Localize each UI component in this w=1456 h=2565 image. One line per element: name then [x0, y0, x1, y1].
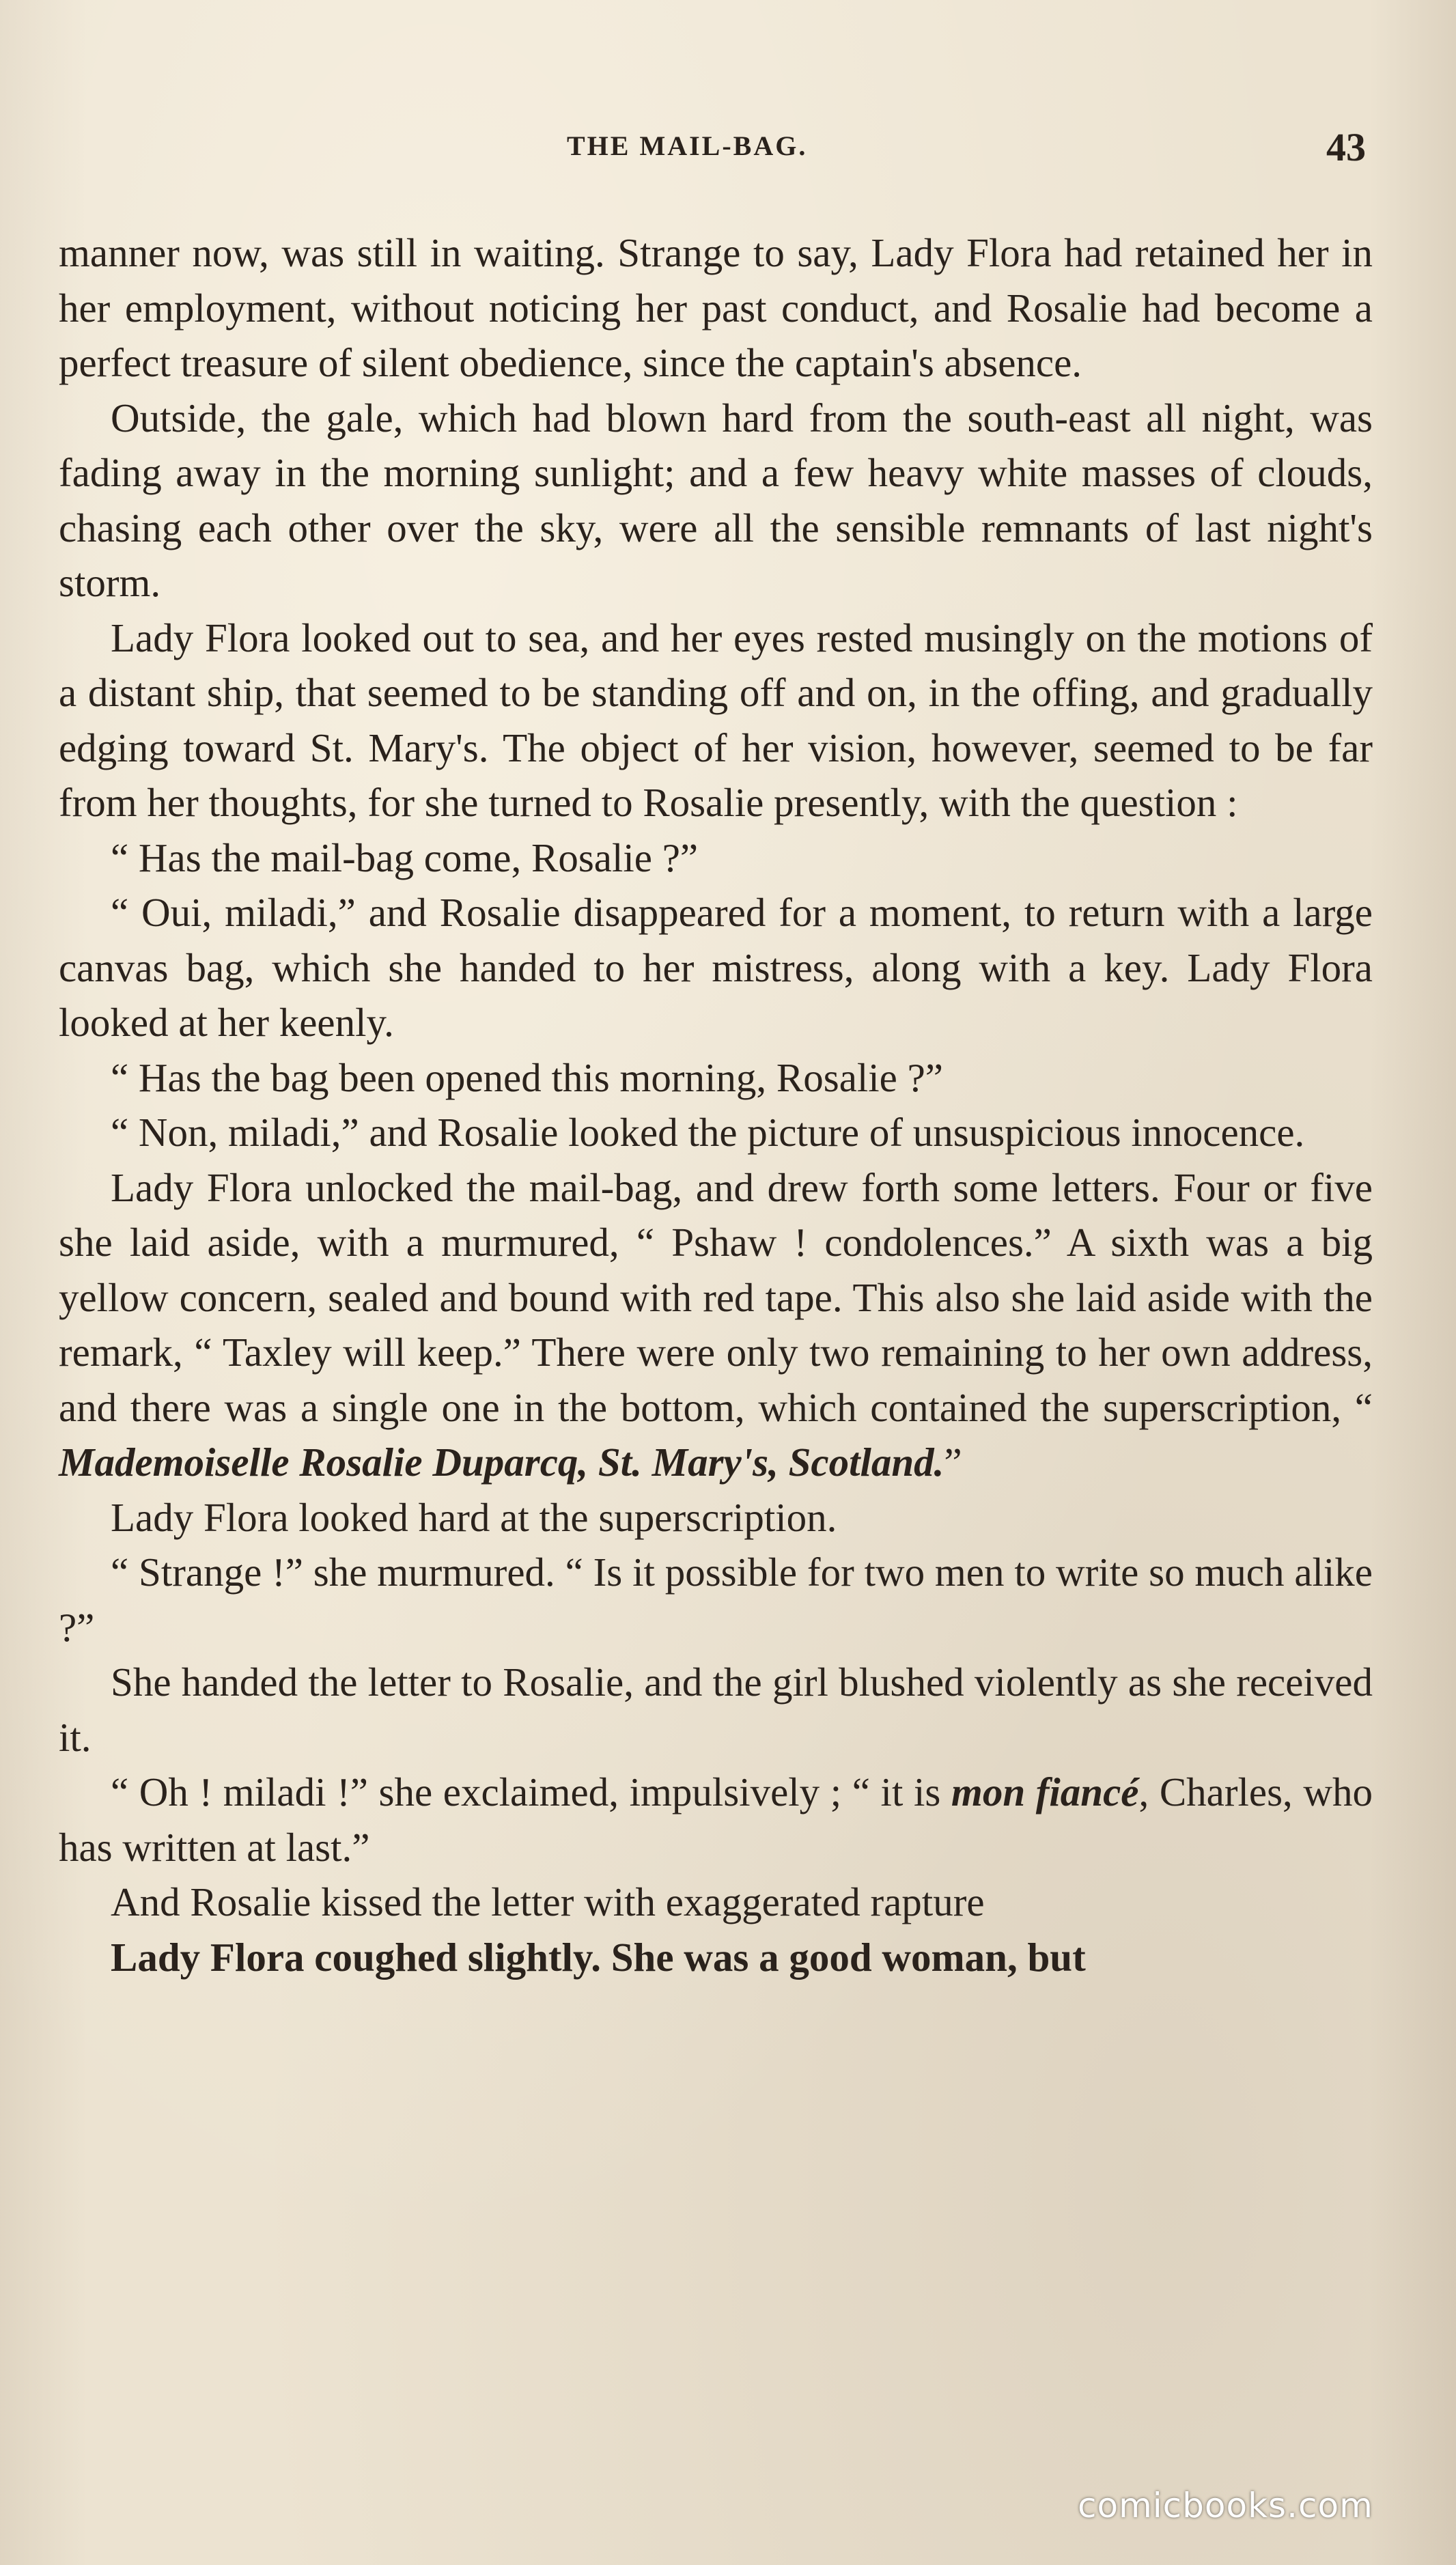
paragraph-tail: , Charles, who has written at last.”	[59, 1769, 1373, 1870]
paragraph: “ Strange !” she murmured. “ Is it possible for two men to write so much alike ?”	[59, 1550, 1373, 1650]
paragraph: manner now, was still in waiting. Strange to say, Lady Flora had retained her in her employment, without noticing her past conduct, and Rosalie had become a perfect treasure of silent obedience, since the captain's absence.	[59, 230, 1373, 385]
closing-quote: ”	[944, 1440, 962, 1485]
page-number: 43	[1326, 125, 1366, 169]
paragraph: She handed the letter to Rosalie, and the girl blushed violently as she received it.	[59, 1659, 1373, 1760]
paragraph: “ Has the bag been opened this morning, Rosalie ?”	[111, 1054, 943, 1100]
running-head	[0, 125, 1456, 178]
paragraph: And Rosalie kissed the letter with exaggerated rapture	[111, 1879, 985, 1924]
paragraph: “ Non, miladi,” and Rosalie looked the picture of unsuspicious innocence.	[111, 1110, 1305, 1155]
body-text	[59, 225, 1373, 1985]
paragraph: Lady Flora coughed slightly. She was a good woman, but	[111, 1934, 1086, 1980]
running-title: THE MAIL-BAG.	[567, 130, 808, 161]
paragraph: “ Has the mail-bag come, Rosalie ?”	[111, 835, 699, 880]
paragraph: “ Oui, miladi,” and Rosalie disappeared for a moment, to return with a large canvas bag, which she handed to her mistress, along with a key. Lady Flora looked at her keenly.	[59, 890, 1373, 1045]
watermark: comicbooks.com	[1078, 2486, 1373, 2525]
superscription-italic: Mademoiselle Rosalie Duparcq, St. Mary's, Scotland.	[59, 1440, 944, 1485]
paragraph-text: Lady Flora unlocked the mail-bag, and drew forth some letters. Four or five she laid aside, with a murmured, “ Pshaw ! condolences.” A sixth was a big yellow concern, sealed and bound with red tape. This also she laid aside with the remark, “ Taxley will keep.” There were only two remaining to her own address, and there was a single one in the bottom, which contained the superscription, “	[59, 1164, 1373, 1430]
paragraph-with-superscription	[59, 1160, 1373, 1490]
paragraph-text: “ Oh ! miladi !” she exclaimed, impulsively ; “ it is	[111, 1769, 941, 1814]
fiance-italic: mon fiancé	[951, 1769, 1139, 1814]
paragraph-with-fiance	[59, 1765, 1373, 1875]
paragraph: Outside, the gale, which had blown hard from the south-east all night, was fading away in the morning sunlight; and a few heavy white masses of clouds, chasing each other over the sky, were all the sensible remnants of last night's storm.	[59, 395, 1373, 605]
paragraph: Lady Flora looked hard at the superscription.	[111, 1494, 837, 1540]
paragraph: Lady Flora looked out to sea, and her eyes rested musingly on the motions of a distant ship, that seemed to be standing off and on, in the offing, and gradually edging toward St. Mary's. The object of her vision, however, seemed to be far from her thoughts, for she turned to Rosalie presently, with the question :	[59, 615, 1373, 825]
